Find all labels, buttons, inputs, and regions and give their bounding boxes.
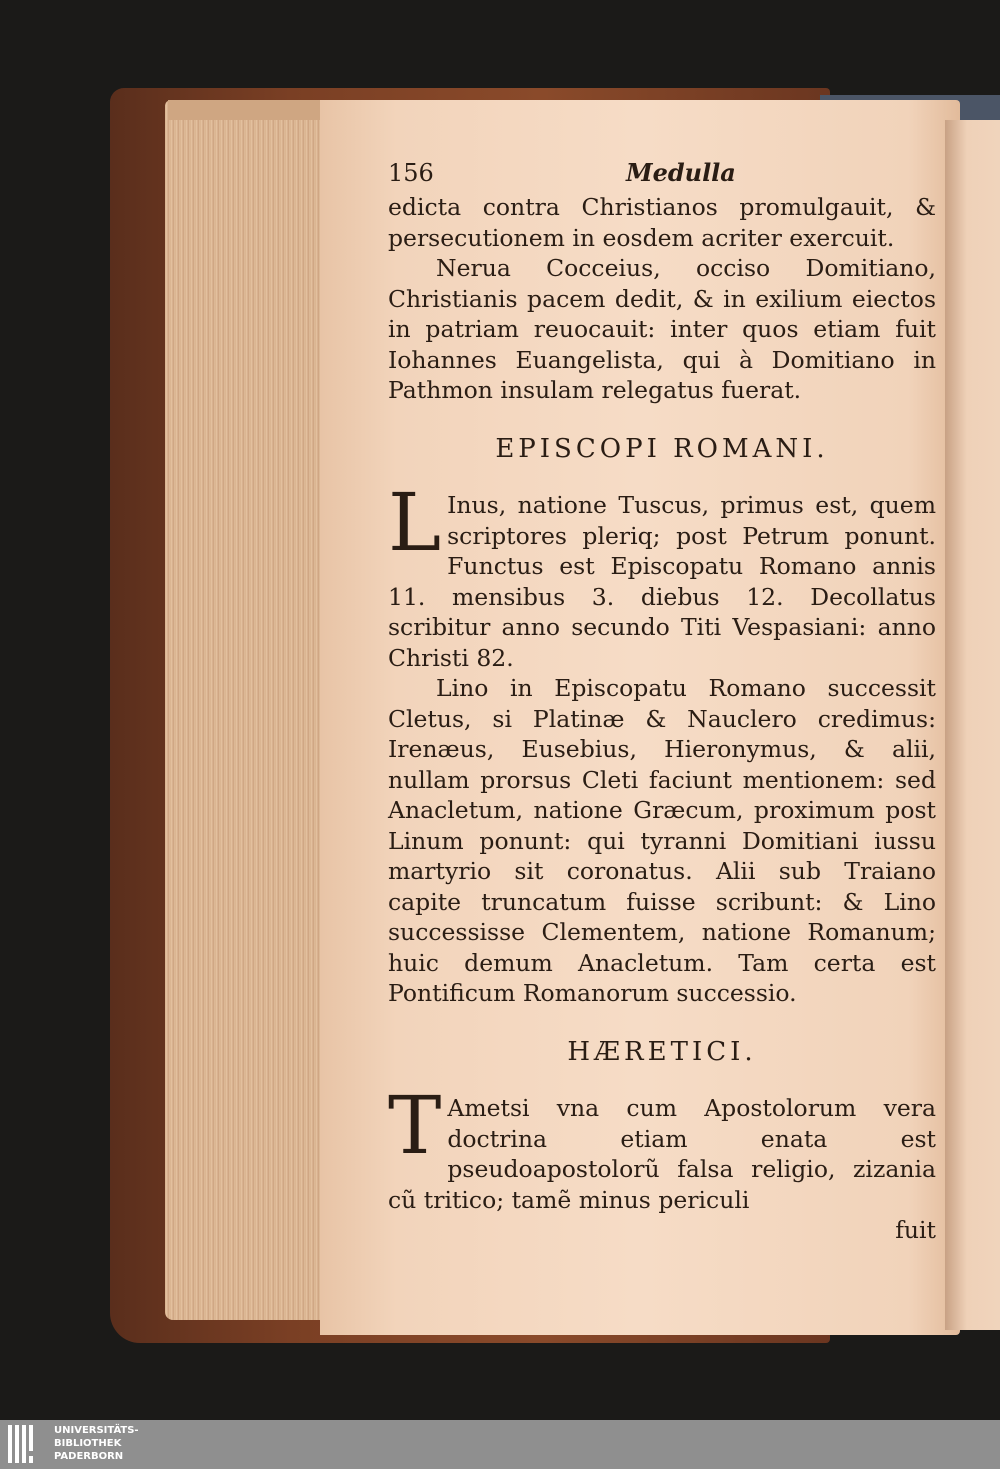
library-logo-icon — [8, 1425, 48, 1463]
paragraph-1: edicta contra Christianos promulgauit, & persecutionem in eosdem acriter exercuit. — [388, 193, 936, 252]
page-header — [388, 158, 936, 192]
paragraph-4: Lino in Episcopatu Romano successit Cletus, si Platinæ & Nauclero credimus: Irenæus, Eusebius, Hieronymus, & alii, nullam prorsus Cleti faciunt mentionem: sed Anacletum, natione Græcum, proximum post Linum ponunt: qui tyranni Domitiani iussu martyrio sit coronatus. Alii sub Traiano capite truncatum fuisse scribunt: & Lino successisse Clementem, natione Romanum; huic demum Anacletum. Tam certa est Pontificum Romanorum successio. — [388, 674, 936, 1007]
paragraph-5-text: Ametsi vna cum Apostolorum vera doctrina etiam enata est pseudoapostolorũ falsa religio, zizania cũ tritico; tamẽ minus periculi — [388, 1094, 936, 1214]
drop-cap-l: L — [388, 476, 442, 569]
logo-line-2: BIBLIOTHEK — [54, 1438, 122, 1449]
page-number: 156 — [388, 159, 434, 187]
running-title: Medulla — [626, 158, 736, 187]
page-text — [388, 158, 936, 1246]
library-logo-text — [54, 1424, 139, 1463]
paragraph-3-text: Inus, natione Tuscus, primus est, quem scriptores pleriq; post Petrum ponunt. Functus est Episcopatu Romano annis 11. mensibus 3. diebus 12. Decollatus scribitur anno secundo Titi Vespasiani: anno Christi 82. — [388, 491, 936, 672]
footer-bar — [0, 1420, 1000, 1469]
logo-line-3: PADERBORN — [54, 1451, 124, 1462]
facing-page — [945, 120, 1000, 1330]
section-heading-episcopi: EPISCOPI ROMANI. — [495, 433, 829, 464]
catchword: fuit — [895, 1216, 936, 1244]
page-edges — [165, 100, 335, 1320]
drop-cap-t: T — [388, 1079, 442, 1172]
paragraph-3 — [388, 476, 936, 673]
logo-line-1: UNIVERSITÄTS- — [54, 1425, 139, 1436]
section-heading-haeretici: HÆRETICI. — [567, 1036, 757, 1067]
paragraph-5 — [388, 1079, 936, 1215]
paragraph-2: Nerua Cocceius, occiso Domitiano, Christianis pacem dedit, & in exilium eiectos in patriam reuocauit: inter quos etiam fuit Iohannes Euangelista, qui à Domitiano in Pathmon insulam relegatus fuerat. — [388, 254, 936, 404]
page-edges-top — [168, 100, 338, 120]
